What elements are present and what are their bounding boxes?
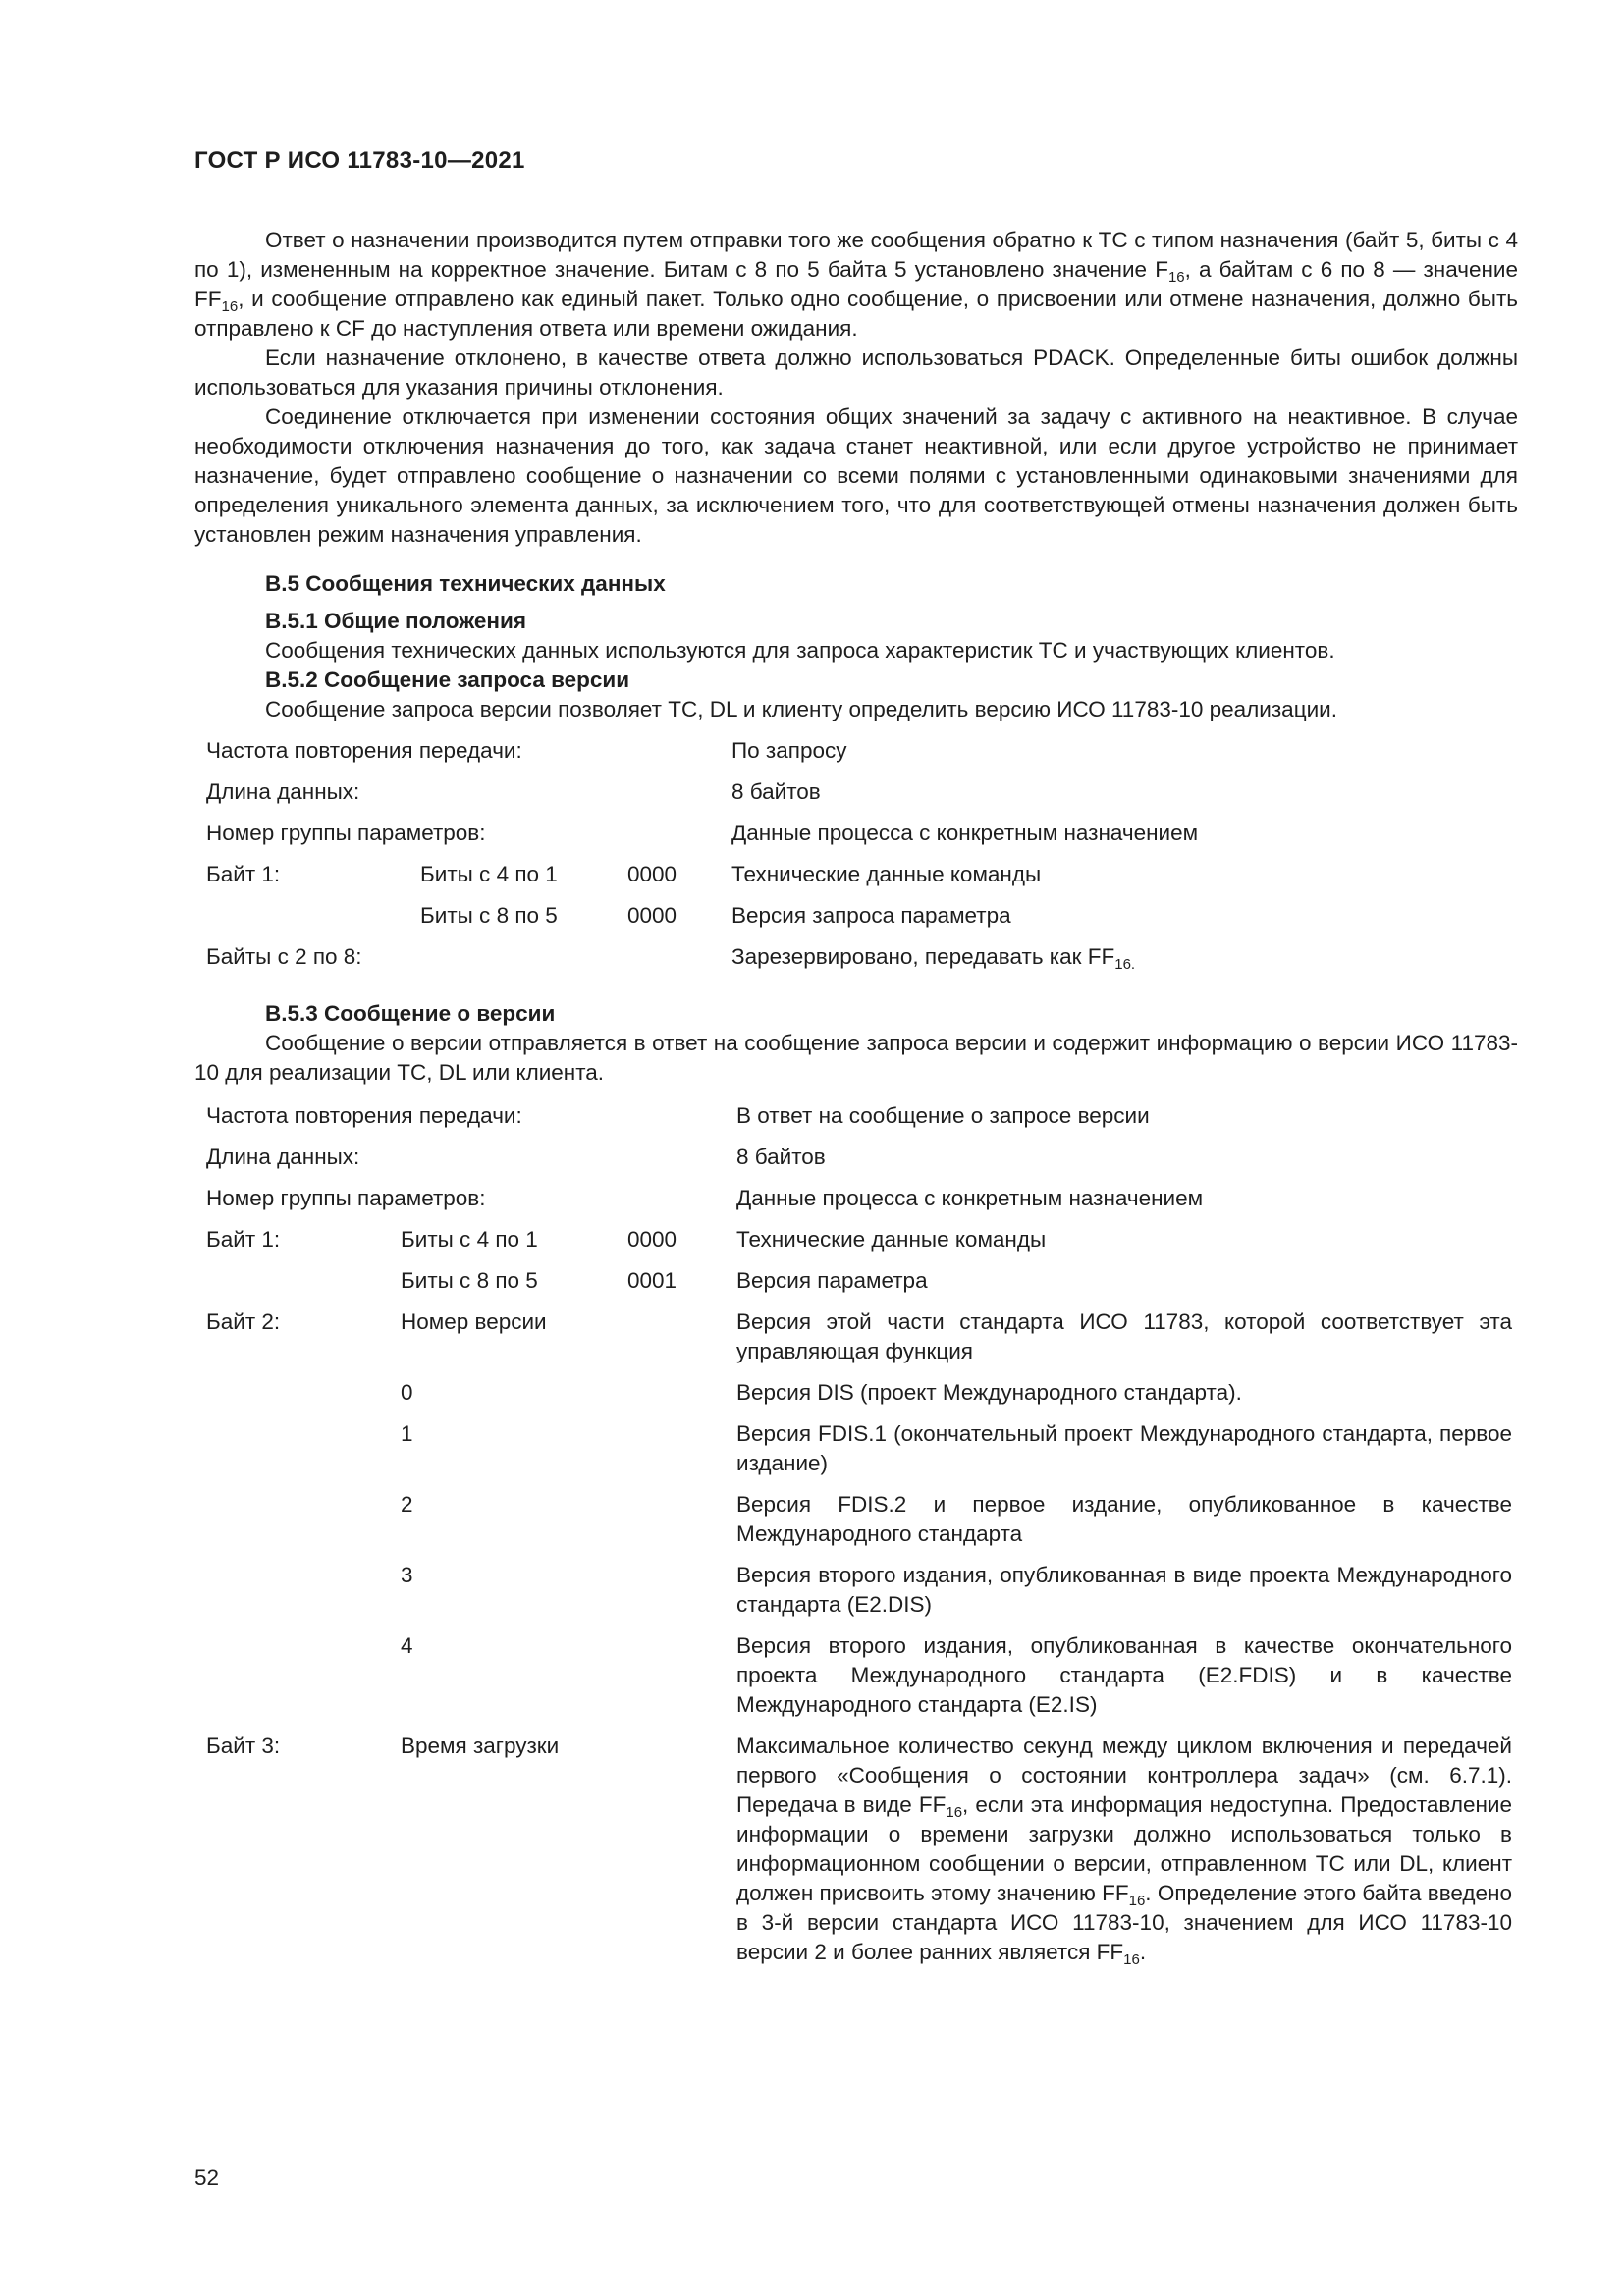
field-value: 8 байтов bbox=[731, 779, 821, 804]
version-number: 2 bbox=[401, 1492, 413, 1517]
version-description: Версия DIS (проект Международного стандарта). bbox=[736, 1380, 1242, 1405]
bits-range: Биты с 4 по 1 bbox=[401, 1227, 538, 1252]
bits-range: Биты с 8 по 5 bbox=[420, 903, 558, 928]
bit-code: 0000 bbox=[627, 862, 677, 886]
field-label: Байт 1: bbox=[206, 862, 281, 886]
field-label: Номер группы параметров: bbox=[206, 1186, 486, 1210]
field-label: Байт 3: bbox=[206, 1734, 281, 1758]
bit-code: 0000 bbox=[627, 1227, 677, 1252]
document-page bbox=[194, 0, 1518, 2296]
field-label: Байты с 2 по 8: bbox=[206, 944, 362, 969]
section-b5-heading: В.5 Сообщения технических данных bbox=[265, 571, 666, 596]
paragraph-assignment-rejected: Если назначение отклонено, в качестве ответа должно использоваться PDACK. Определенные биты ошибок должны использоваться для указания причины отклонения. bbox=[194, 346, 1518, 400]
section-b51-heading: В.5.1 Общие положения bbox=[265, 609, 526, 633]
version-number: 0 bbox=[401, 1380, 413, 1405]
bit-code: 0001 bbox=[627, 1268, 677, 1293]
bits-range: Биты с 4 по 1 bbox=[420, 862, 558, 886]
field-label: Частота повторения передачи: bbox=[206, 738, 522, 763]
field-value: Технические данные команды bbox=[731, 862, 1042, 886]
field-name: Время загрузки bbox=[401, 1734, 560, 1758]
version-number: 4 bbox=[401, 1633, 413, 1658]
field-value: Технические данные команды bbox=[736, 1227, 1047, 1252]
section-b53-text: Сообщение о версии отправляется в ответ на сообщение запроса версии и содержит информацию о версии ИСО 11783-10 для реализации TC, DL или клиента. bbox=[194, 1031, 1518, 1085]
field-label: Байт 1: bbox=[206, 1227, 281, 1252]
field-label: Номер группы параметров: bbox=[206, 821, 486, 845]
field-value: Версия этой части стандарта ИСО 11783, которой соответствует эта управляющая функция bbox=[736, 1309, 1512, 1363]
field-value: Зарезервировано, передавать как $FF_{16.}$ bbox=[731, 944, 1136, 973]
version-number: 3 bbox=[401, 1563, 413, 1587]
section-b53-heading: В.5.3 Сообщение о версии bbox=[265, 1001, 556, 1026]
paragraph-assignment-response: Ответ о назначении производится путем отправки того же сообщения обратно к TC с типом назначения (байт 5, биты с 4 по 1), измененным на корректное значение. Битам с 8 по 5 байта 5 установлено значение $F_{16}$, а байтам с 6 по 8 — значение $FF_{16}$, и сообщение отправлено как единый пакет. Только одно сообщение, о присвоении или отмене назначения, должно быть отправлено к CF до наступления ответа или времени ожидания. bbox=[194, 228, 1518, 341]
paragraph-connection-disconnect: Соединение отключается при изменении состояния общих значений за задачу с активного на неактивное. В случае необходимости отключения назначения до того, как задача станет неактивной, или если другое устройство не принимает назначение, будет отправлено сообщение о назначении со всеми полями с установленными одинаковыми значениями для определения уникального элемента данных, за исключением того, что для соответствующей отмены назначения должен быть установлен режим назначения управления. bbox=[194, 404, 1518, 547]
field-value: Данные процесса с конкретным назначением bbox=[731, 821, 1199, 845]
field-value: Максимальное количество секунд между циклом включения и передачей первого «Сообщения о состоянии контроллера задач» (см. 6.7.1). Передача в виде $FF_{16}$, если эта информация недоступна. Предоставление информации о времени загрузки должно использоваться только в информационном сообщении о версии, отправленном TC или DL, клиент должен присвоить этому значению $FF_{16}$. Определение этого байта введено в 3-й версии стандарта ИСО 11783-10, значением для ИСО 11783-10 версии 2 и более ранних является $FF_{16}$. bbox=[736, 1734, 1512, 1968]
section-b52-text: Сообщение запроса версии позволяет TC, DL и клиенту определить версию ИСО 11783-10 реализации. bbox=[265, 697, 1337, 721]
field-label: Частота повторения передачи: bbox=[206, 1103, 522, 1128]
bits-range: Биты с 8 по 5 bbox=[401, 1268, 538, 1293]
field-name: Номер версии bbox=[401, 1309, 547, 1334]
field-label: Байт 2: bbox=[206, 1309, 281, 1334]
version-description: Версия FDIS.1 (окончательный проект Международного стандарта, первое издание) bbox=[736, 1421, 1512, 1475]
page-number: 52 bbox=[194, 2165, 220, 2190]
field-value: По запросу bbox=[731, 738, 847, 763]
field-value: Версия запроса параметра bbox=[731, 903, 1011, 928]
version-number: 1 bbox=[401, 1421, 413, 1446]
field-value: Версия параметра bbox=[736, 1268, 928, 1293]
section-b52-heading: В.5.2 Сообщение запроса версии bbox=[265, 667, 630, 692]
version-description: Версия второго издания, опубликованная в виде проекта Международного стандарта (E2.DIS) bbox=[736, 1563, 1512, 1617]
field-label: Длина данных: bbox=[206, 1145, 360, 1169]
document-header: ГОСТ Р ИСО 11783-10—2021 bbox=[194, 147, 525, 174]
field-value: В ответ на сообщение о запросе версии bbox=[736, 1103, 1150, 1128]
field-value: 8 байтов bbox=[736, 1145, 826, 1169]
field-value: Данные процесса с конкретным назначением bbox=[736, 1186, 1204, 1210]
version-description: Версия FDIS.2 и первое издание, опубликованное в качестве Международного стандарта bbox=[736, 1492, 1512, 1546]
version-description: Версия второго издания, опубликованная в качестве окончательного проекта Международного стандарта (E2.FDIS) и в качестве Международного стандарта (E2.IS) bbox=[736, 1633, 1512, 1717]
field-label: Длина данных: bbox=[206, 779, 360, 804]
section-b51-text: Сообщения технических данных используются для запроса характеристик TC и участвующих клиентов. bbox=[265, 638, 1335, 663]
bit-code: 0000 bbox=[627, 903, 677, 928]
